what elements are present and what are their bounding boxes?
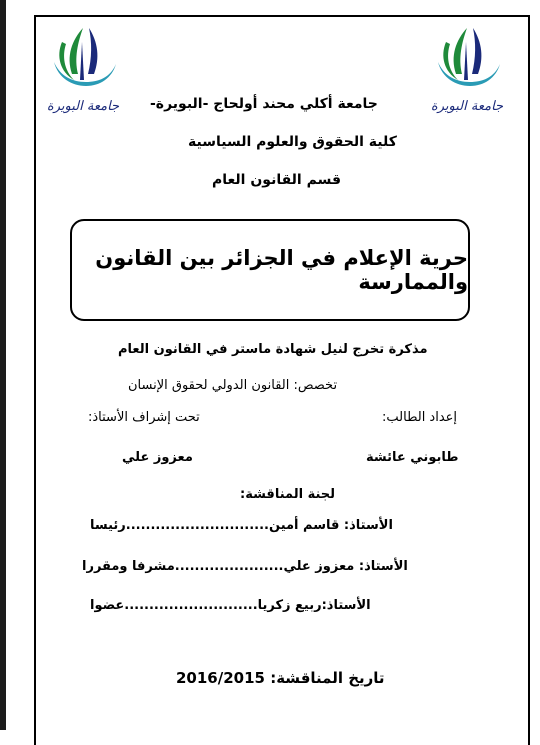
thesis-title: حرية الإعلام في الجزائر بين القانون والممارسة xyxy=(95,246,468,294)
committee-heading: لجنة المناقشة: xyxy=(240,487,336,502)
memo-specialty: تخصص: القانون الدولي لحقوق الإنسان xyxy=(128,378,338,393)
logo-caption: جامعة البويرة xyxy=(430,99,504,114)
supervisor-name: معزوز علي xyxy=(122,450,193,465)
logo-emblem-icon xyxy=(426,22,508,100)
department-name: قسم القانون العام xyxy=(212,172,341,188)
left-edge-bar xyxy=(0,0,6,730)
student-name: طابوني عائشة xyxy=(366,450,459,465)
university-logo-left xyxy=(42,22,124,114)
university-logo-right xyxy=(426,22,508,114)
university-name: جامعة أكلي محند أولحاج -البويرة- xyxy=(150,96,378,112)
committee-member: الأستاذ: قاسم أمين.............................رئيسا xyxy=(90,518,393,533)
faculty-name: كلية الحقوق والعلوم السياسية xyxy=(188,134,397,150)
logo-emblem-icon xyxy=(42,22,124,100)
memo-purpose: مذكرة تخرج لنيل شهادة ماستر في القانون العام xyxy=(118,342,428,357)
logo-caption: جامعة البويرة xyxy=(46,99,120,114)
committee-member: الأستاذ: معزوز علي......................مشرفا ومقررا xyxy=(82,559,408,574)
supervisor-label: تحت إشراف الأستاذ: xyxy=(88,410,200,425)
thesis-title-box xyxy=(70,219,470,321)
committee-member: الأستاذ:ربيع زكريا...........................عضوا xyxy=(90,598,371,613)
defense-date: تاريخ المناقشة: 2016/2015 xyxy=(176,669,385,687)
student-label: إعداد الطالب: xyxy=(382,410,458,425)
